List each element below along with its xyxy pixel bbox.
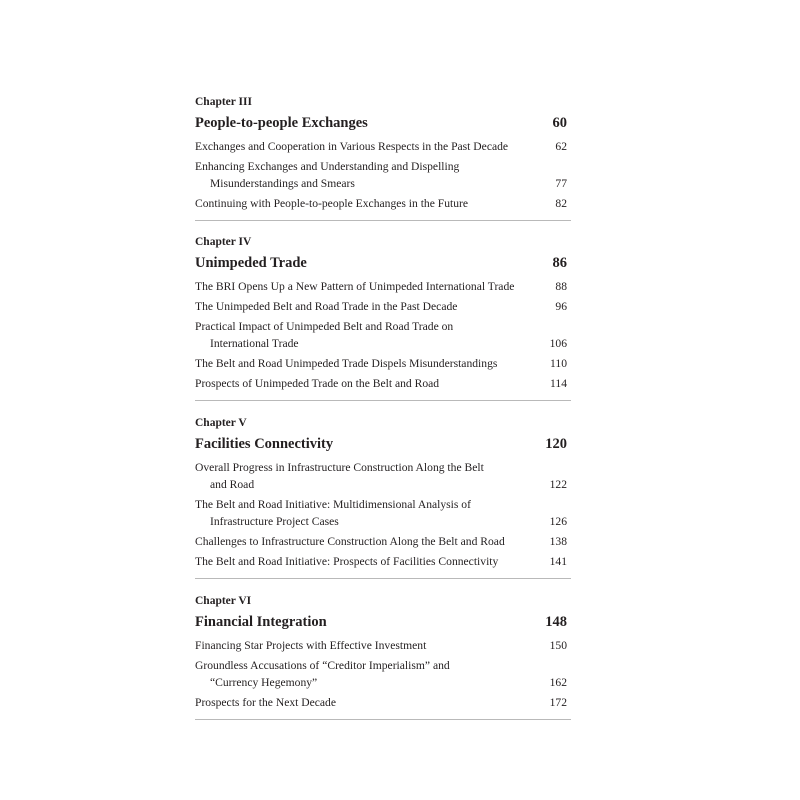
toc-entry[interactable] (195, 459, 571, 493)
chapter-title: People-to-people Exchanges (195, 115, 368, 131)
chapter-heading[interactable] (195, 612, 571, 632)
toc-entry-title (195, 278, 530, 295)
toc-entry[interactable] (195, 375, 571, 392)
chapter-heading[interactable] (195, 434, 571, 454)
chapter-heading[interactable] (195, 113, 571, 133)
toc-entry-page-number: 122 (549, 478, 567, 491)
toc-entry-line: Financing Star Projects with Effective Investment (195, 639, 427, 652)
toc-entry-line: Prospects for the Next Decade (195, 696, 337, 709)
toc-entry-page-number: 162 (549, 676, 567, 689)
toc-entry[interactable] (195, 195, 571, 212)
toc-entry-title (195, 195, 530, 212)
toc-entry[interactable] (195, 158, 571, 192)
toc-entry-line: Exchanges and Cooperation in Various Respects in the Past Decade (195, 140, 509, 153)
toc-entry-line: Challenges to Infrastructure Construction Along the Belt and Road (195, 535, 505, 548)
toc-entry-title (195, 637, 530, 654)
toc-entry-continuation-line: “Currency Hegemony” (210, 676, 318, 689)
toc-entry-continuation-line: Infrastructure Project Cases (210, 515, 339, 528)
chapter-label: Chapter IV (195, 236, 252, 248)
chapter-page-number: 148 (545, 614, 567, 630)
chapter-page-number: 120 (545, 436, 567, 452)
toc-entry-page-number: 82 (555, 197, 567, 210)
toc-entry-page-number: 62 (555, 140, 567, 153)
toc-entry-page-number: 172 (549, 696, 567, 709)
toc-entry-title (195, 138, 530, 155)
toc-entry-title (195, 459, 530, 493)
section-divider (195, 220, 571, 221)
toc-entry-line: Enhancing Exchanges and Understanding and Dispelling (195, 160, 460, 173)
chapter-page-number: 86 (552, 255, 567, 271)
toc-entry-line: The Unimpeded Belt and Road Trade in the Past Decade (195, 300, 458, 313)
toc-entry[interactable] (195, 637, 571, 654)
toc-entry-page-number: 77 (555, 177, 567, 190)
toc-entry-page-number: 114 (550, 377, 567, 390)
toc-entry-line: Prospects of Unimpeded Trade on the Belt and Road (195, 377, 440, 390)
toc-entry-line: Continuing with People-to-people Exchanges in the Future (195, 197, 469, 210)
toc-entry[interactable] (195, 496, 571, 530)
toc-entry-title (195, 318, 530, 352)
toc-entry-title (195, 298, 530, 315)
toc-entry-title (195, 355, 530, 372)
chapter-page-number: 60 (552, 115, 567, 131)
chapter-title: Financial Integration (195, 614, 327, 630)
chapter-section (195, 235, 571, 401)
toc-entry-line: The Belt and Road Initiative: Prospects of Facilities Connectivity (195, 555, 499, 568)
toc-entry[interactable] (195, 553, 571, 570)
chapter-label: Chapter VI (195, 595, 252, 607)
chapter-label: Chapter III (195, 96, 252, 108)
toc-entry-line: The Belt and Road Unimpeded Trade Dispels Misunderstandings (195, 357, 498, 370)
toc-entry-page-number: 138 (549, 535, 567, 548)
chapter-section (195, 95, 571, 221)
toc-entry-page-number: 141 (549, 555, 567, 568)
toc-entry[interactable] (195, 533, 571, 550)
chapter-title: Unimpeded Trade (195, 255, 307, 271)
toc-entry[interactable] (195, 318, 571, 352)
toc-entry-title (195, 158, 530, 192)
toc-entry-line: Overall Progress in Infrastructure Construction Along the Belt (195, 461, 484, 474)
chapter-heading[interactable] (195, 253, 571, 273)
chapter-section (195, 416, 571, 579)
chapter-title: Facilities Connectivity (195, 436, 334, 452)
toc-entry[interactable] (195, 278, 571, 295)
toc-entry-title (195, 553, 530, 570)
toc-entry-line: The Belt and Road Initiative: Multidimensional Analysis of (195, 498, 471, 511)
toc-entry-page-number: 126 (549, 515, 567, 528)
toc-entry-title (195, 375, 530, 392)
toc-entry-line: Practical Impact of Unimpeded Belt and Road Trade on (195, 320, 454, 333)
toc-entry-page-number: 106 (549, 337, 567, 350)
section-divider (195, 400, 571, 401)
toc-entry-page-number: 88 (555, 280, 567, 293)
toc-entry[interactable] (195, 694, 571, 711)
toc-entry-title (195, 694, 530, 711)
toc-entry-page-number: 110 (550, 357, 567, 370)
chapter-section (195, 594, 571, 720)
toc-entry[interactable] (195, 657, 571, 691)
toc-entry[interactable] (195, 298, 571, 315)
toc-entry[interactable] (195, 138, 571, 155)
section-divider (195, 578, 571, 579)
table-of-contents (195, 95, 571, 720)
toc-entry-line: The BRI Opens Up a New Pattern of Unimpeded International Trade (195, 280, 515, 293)
chapter-label: Chapter V (195, 417, 247, 429)
toc-entry-continuation-line: International Trade (210, 337, 299, 350)
toc-entry-line: Groundless Accusations of “Creditor Imperialism” and (195, 659, 450, 672)
toc-entry-title (195, 496, 530, 530)
toc-entry-page-number: 150 (549, 639, 567, 652)
toc-entry-page-number: 96 (555, 300, 567, 313)
toc-entry[interactable] (195, 355, 571, 372)
section-divider (195, 719, 571, 720)
toc-entry-title (195, 657, 530, 691)
toc-entry-continuation-line: Misunderstandings and Smears (210, 177, 355, 190)
toc-entry-title (195, 533, 530, 550)
toc-entry-continuation-line: and Road (210, 478, 255, 491)
